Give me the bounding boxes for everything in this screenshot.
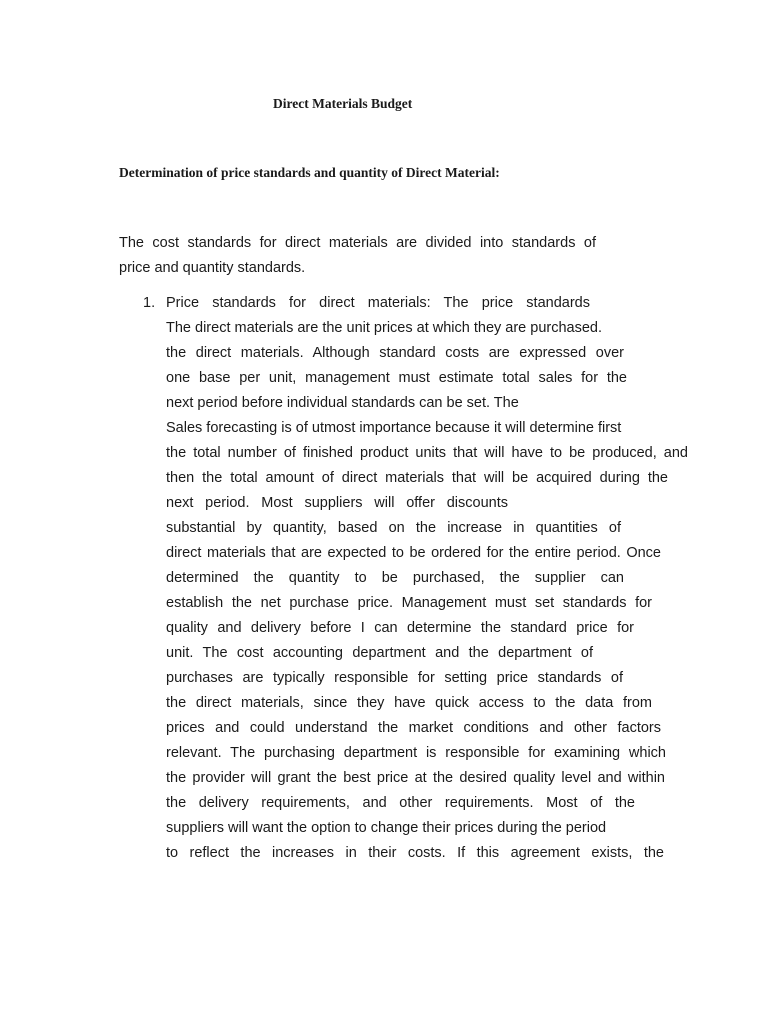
list-item-line: next period. Most suppliers will offer discounts [166,495,508,511]
list-item-line: substantial by quantity, based on the increase in quantities of [166,520,621,536]
list-item-line: unit. The cost accounting department and the department of [166,645,593,661]
list-item-line: Sales forecasting is of utmost importance because it will determine first [166,420,622,436]
list-item-line: next period before individual standards can be set. The [166,395,519,411]
list-item-line: the provider will grant the best price at the desired quality level and within [166,770,665,786]
section-heading: Determination of price standards and quantity of Direct Material: [119,165,500,180]
list-item-line: relevant. The purchasing department is responsible for examining which [166,745,666,761]
list-item-line: then the total amount of direct materials that will be acquired during the [166,470,668,486]
list-item-line: the delivery requirements, and other requirements. Most of the [166,795,635,811]
list-item-line: direct materials that are expected to be ordered for the entire period. Once [166,545,661,561]
list-item-line: the direct materials, since they have quick access to the data from [166,695,652,711]
intro-line: price and quantity standards. [119,260,306,276]
list-item-line: determined the quantity to be purchased, the supplier can [166,570,624,586]
list-item-line: the total number of finished product units that will have to be produced, and [166,445,688,461]
list-item-marker: 1. [143,295,156,311]
list-item-line: purchases are typically responsible for setting price standards of [166,670,623,686]
document-title: Direct Materials Budget [273,96,413,111]
list-item-line: suppliers will want the option to change their prices during the period [166,820,607,836]
list-item-line: establish the net purchase price. Management must set standards for [166,595,652,611]
list-item-line: Price standards for direct materials: The price standards [166,295,590,311]
list-item-line: the direct materials. Although standard costs are expressed over [166,345,624,361]
intro-line: The cost standards for direct materials are divided into standards of [119,235,596,251]
list-item-line: quality and delivery before I can determine the standard price for [166,620,634,636]
list-item-line: The direct materials are the unit prices at which they are purchased. [166,320,603,336]
list-item-line: to reflect the increases in their costs. If this agreement exists, the [166,845,664,861]
list-item-line: one base per unit, management must estimate total sales for the [166,370,627,386]
list-item-line: prices and could understand the market conditions and other factors [166,720,661,736]
